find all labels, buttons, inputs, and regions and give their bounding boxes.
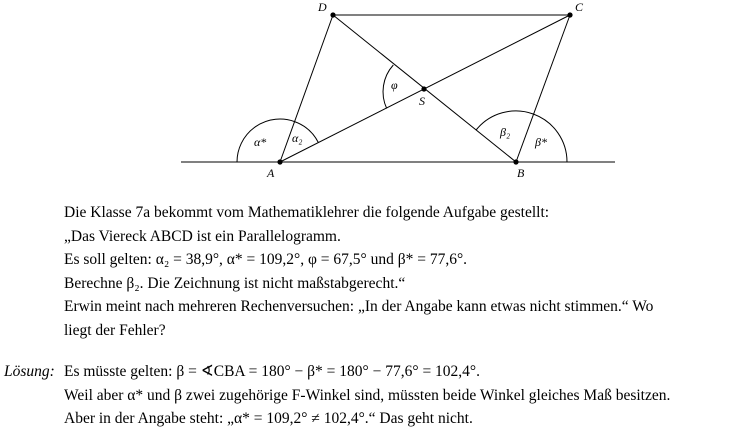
task-line-1: Die Klasse 7a bekommt vom Mathematiklehrer die folgende Aufgabe gestellt: <box>64 204 550 221</box>
solution-line-1: Es müsste gelten: β = ∢CBA = 180° − β* = 180° − 77,6° = 102,4°. <box>64 363 481 380</box>
label-beta2: β₂ <box>500 125 511 139</box>
task-line-4: Berechne β₂. Die Zeichnung ist nicht maßstabgerecht.“ <box>64 274 406 292</box>
task-line-2: „Das Viereck ABCD ist ein Parallelogramm. <box>64 227 341 245</box>
point-s <box>421 86 426 91</box>
point-a <box>277 159 282 164</box>
solution-line-3: Aber in der Angabe steht: „α* = 109,2° ≠ 102,4°.“ Das geht nicht. <box>64 410 473 427</box>
label-d: D <box>318 0 327 14</box>
label-alpha-star: α* <box>254 135 267 149</box>
label-beta-star: β* <box>535 135 547 149</box>
label-phi: φ <box>391 78 398 92</box>
label-c: C <box>575 0 584 14</box>
label-a: A <box>267 166 275 180</box>
side-ad <box>280 15 333 162</box>
solution-text <box>64 360 670 431</box>
solution-line-2: Weil aber α* und β zwei zugehörige F-Winkel sind, müssten beide Winkel gleiches Maß besitzen. <box>64 386 671 404</box>
label-b: B <box>517 166 525 180</box>
point-d <box>330 12 335 17</box>
task-line-3: Es soll gelten: α₂ = 38,9°, α* = 109,2°, φ = 67,5° und β* = 77,6°. <box>64 251 468 268</box>
task-line-6: liegt der Fehler? <box>64 321 166 339</box>
label-s: S <box>419 94 425 108</box>
solution-label: Lösung: <box>4 363 55 380</box>
point-c <box>567 12 572 17</box>
task-text <box>64 201 653 342</box>
parallelogram-figure <box>0 0 733 195</box>
task-line-5: Erwin meint nach mehreren Rechenversuchen: „In der Angabe kann etwas nicht stimmen.“ Wo <box>64 298 654 315</box>
point-b <box>513 159 518 164</box>
label-alpha2: α₂ <box>292 131 303 145</box>
